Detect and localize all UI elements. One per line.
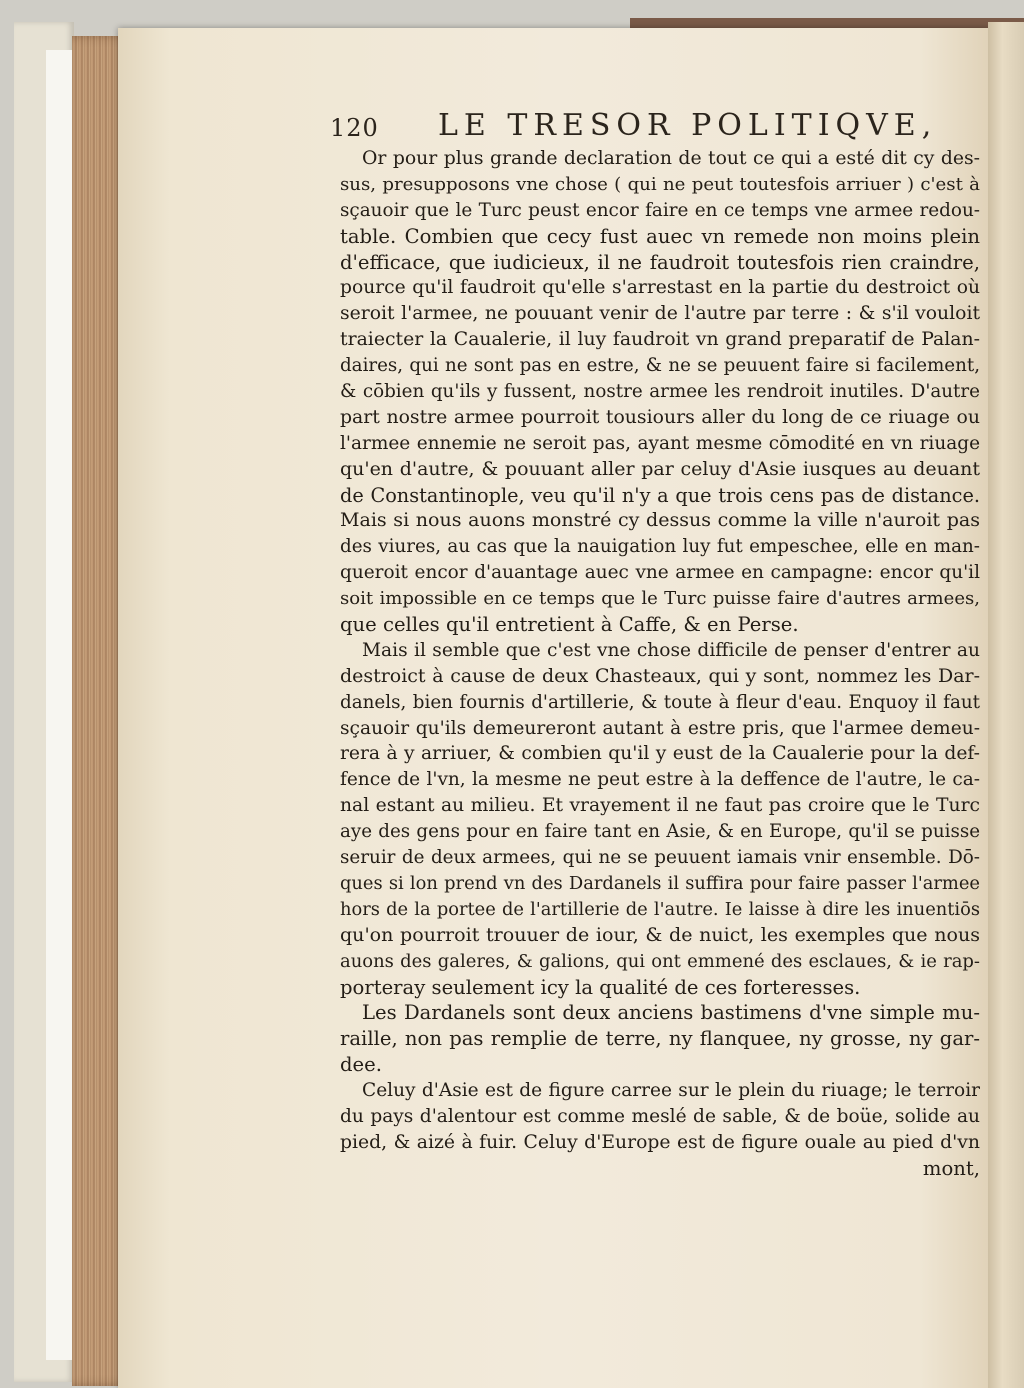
text-line: du pays d'alentour est comme meslé de sable, & de boüe, solide au <box>340 1105 980 1127</box>
text-line: Or pour plus grande declaration de tout ce qui a esté dit cy des- <box>362 148 980 169</box>
left-flyleaf <box>46 50 72 1360</box>
text-line: queroit encor d'auantage auec vne armee en campagne: encor qu'il <box>340 562 980 584</box>
text-line: traiecter la Caualerie, il luy faudroit vn grand preparatif de Palan- <box>340 329 980 351</box>
text-line: table. Combien que cecy fust auec vn remede non moins plein <box>340 224 980 248</box>
page-header <box>330 108 938 148</box>
text-line: Mais si nous auons monstré cy dessus comme la ville n'auroit pas <box>340 509 980 532</box>
text-line: nal estant au milieu. Et vrayement il ne faut pas croire que le Turc <box>340 795 980 817</box>
text-line: pource qu'il faudroit qu'elle s'arrestast en la partie du destroict où <box>340 277 980 299</box>
text-line: qu'en d'autre, & pouuant aller par celuy d'Asie iusques au deuant <box>340 457 980 480</box>
text-line: d'efficace, que iudicieux, il ne faudroit toutesfois rien craindre, <box>340 250 980 274</box>
text-line: Celuy d'Asie est de figure carree sur le plein du riuage; le terroir <box>362 1080 980 1102</box>
running-title: LE TRESOR POLITIQVE, <box>438 108 938 143</box>
text-line: que celles qu'il entretient à Caffe, & en Perse. <box>340 613 799 637</box>
text-line: qu'on pourroit trouuer de iour, & de nuict, les exemples que nous <box>340 923 980 946</box>
text-line: aye des gens pour en faire tant en Asie, & en Europe, qu'il se puisse <box>340 821 980 843</box>
text-line: l'armee ennemie ne seroit pas, ayant mesme cōmodité en vn riuage <box>340 432 980 454</box>
text-line: & cōbien qu'ils y fussent, nostre armee les rendroit inutiles. D'autre <box>340 381 980 403</box>
text-line: ques si lon prend vn des Dardanels il suffira pour faire passer l'armee <box>340 872 980 894</box>
text-line: de Constantinople, veu qu'il n'y a que trois cens pas de distance. <box>340 483 980 507</box>
text-line: sçauoir qu'ils demeureront autant à estre pris, que l'armee demeu- <box>340 717 980 739</box>
text-line: hors de la portee de l'artillerie de l'autre. Ie laisse à dire les inuentiōs <box>340 898 980 920</box>
text-line: rera à y arriuer, & combien qu'il y eust de la Caualerie pour la def- <box>340 743 980 765</box>
text-line: danels, bien fournis d'artillerie, & toute à fleur d'eau. Enquoy il faut <box>340 691 980 713</box>
text-line: raille, non pas remplie de terre, ny flanquee, ny grosse, ny gar- <box>340 1027 980 1051</box>
text-line: dee. <box>340 1053 382 1077</box>
text-line: sus, presupposons vne chose ( qui ne peut toutesfois arriuer ) c'est à <box>340 173 980 195</box>
text-line: part nostre armee pourroit tousiours aller du long de ce riuage ou <box>340 406 980 428</box>
page-number: 120 <box>330 114 379 142</box>
text-line: destroict à cause de deux Chasteaux, qui y sont, nommez les Dar- <box>340 664 980 687</box>
catchword: mont, <box>922 1156 980 1180</box>
text-line: seroit l'armee, ne pouuant venir de l'autre par terre : & s'il vouloit <box>340 303 980 325</box>
text-line: soit impossible en ce temps que le Turc puisse faire d'autres armees, <box>340 588 980 610</box>
right-page-edge <box>988 22 1024 1388</box>
text-line: des viures, au cas que la nauigation luy fut empeschee, elle en man- <box>340 536 980 558</box>
body-text <box>340 146 980 1182</box>
text-line: porteray seulement icy la qualité de ces forteresses. <box>340 975 861 999</box>
text-line: daires, qui ne sont pas en estre, & ne se peuuent faire si facilement, <box>340 355 980 377</box>
text-line: seruir de deux armees, qui ne se peuuent iamais vnir ensemble. Dō- <box>340 847 980 869</box>
text-line: fence de l'vn, la mesme ne peut estre à la deffence de l'autre, le ca- <box>340 769 980 791</box>
text-line: sçauoir que le Turc peust encor faire en ce temps vne armee redou- <box>340 199 980 221</box>
text-line: pied, & aizé à fuir. Celuy d'Europe est de figure ouale au pied d'vn <box>340 1131 980 1153</box>
text-line: auons des galeres, & galions, qui ont emmené des esclaues, & ie rap- <box>340 950 980 972</box>
text-line: Les Dardanels sont deux anciens bastimens d'vne simple mu- <box>362 1001 980 1025</box>
text-line: Mais il semble que c'est vne chose difficile de penser d'entrer au <box>362 639 980 661</box>
